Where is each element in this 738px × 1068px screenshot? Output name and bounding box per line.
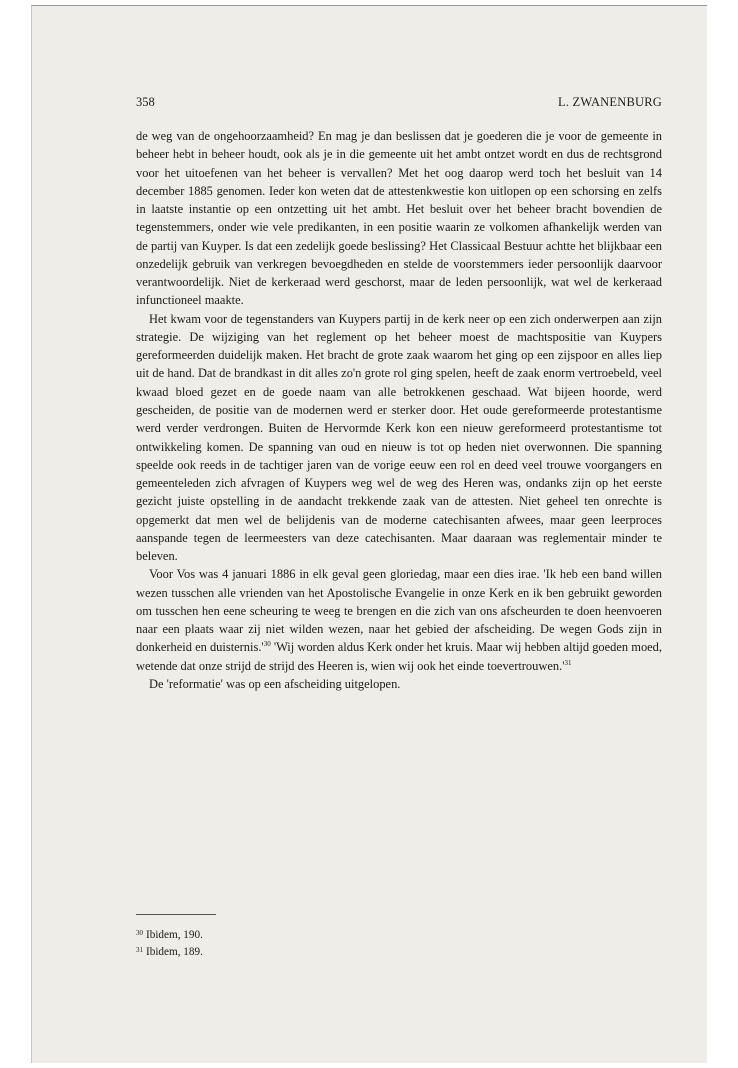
main-text: [136, 127, 662, 693]
page-header: [136, 95, 662, 111]
paragraph-2: Het kwam voor de tegenstanders van Kuypers partij in de kerk neer op een zich onderwerpen aan zijn strategie. De wijziging van het reglement op het beheer moest de machtspositie van Kuypers gereformeerden duidelijk maken. Het bracht de grote zaak waarom het ging op een zijspoor en alles liep uit de hand. Dat de brandkast in dit alles zo'n grote rol ging spelen, heeft de zaak enorm vertroebeld, veel kwaad bloed gezet en de goede naam van alle betrokkenen geschaad. Wat bijeen hoorde, werd gescheiden, de positie van de modernen werd er sterker door. Het oude gereformeerde protestantisme werd verder verdrongen. Buiten de Hervormde Kerk kon een nieuw gereformeerd protestantisme tot ontwikkeling komen. De spanning van oud en nieuw is tot op heden niet overwonnen. Die spanning speelde ook reeds in de tachtiger jaren van de vorige eeuw een rol en deed veel trouwe voorgangers en gemeenteleden zich afvragen of Kuypers weg wel de weg des Heren was, ondanks zijn op het eerste gezicht juiste opstelling in de aandacht trekkende zaak van de attesten. Niet geheel ten onrechte is opgemerkt dat men wel de belijdenis van de moderne catechisanten afwees, maar geen leerproces aanspande tegen de leermeesters van deze catechisanten. Maar daaraan was reglementair minder te beleven.: [136, 311, 662, 564]
footnotes: [136, 926, 203, 960]
footnote-divider: [136, 914, 216, 915]
footnote-item: [136, 943, 203, 960]
paragraph-3: [136, 565, 662, 675]
footnote-ref-31[interactable]: 31: [564, 658, 572, 667]
paragraph-4: De 'reformatie' was op een afscheiding uitgelopen.: [149, 676, 401, 691]
running-head: L. ZWANENBURG: [558, 95, 662, 109]
paragraph-3-part-2: 'Wij worden aldus Kerk onder het kruis. Maar wij hebben altijd goeden moed, wetende dat onze strijd de strijd des Heeren is, wien wij ook het einde toevertrouwen.': [136, 640, 663, 673]
footnote-text: Ibidem, 189.: [146, 946, 203, 958]
footnote-number: 30: [136, 929, 143, 937]
footnote-ref-30[interactable]: 30: [263, 640, 271, 649]
footnote-number: 31: [136, 946, 143, 954]
page-number: 358: [136, 95, 155, 109]
footnote-text: Ibidem, 190.: [146, 929, 203, 941]
paragraph-1: de weg van de ongehoorzaamheid? En mag je dan beslissen dat je goederen die je voor de gemeente in beheer hebt in beheer houdt, ook als je in die gemeente uit het ambt ontzet wordt en dus de rechtsgrond voor het uitoefenen van het beheer is vervallen? Met het oog daarop werd toch het besluit van 14 december 1885 genomen. Ieder kon weten dat de attestenkwestie kon uitlopen op een schorsing en zelfs in laatste instantie op een ontzetting uit het ambt. Het besluit over het beheer bracht bovendien de tegenstemmers, onder wie vele predikanten, in een positie waarin ze volkomen afhankelijk werden van de partij van Kuyper. Is dat een zedelijk goede beslissing? Het Classicaal Bestuur achtte het blijkbaar een onzedelijk gebruik van verkregen bevoegdheden en stelde de voorstemmers ieder persoonlijk daarvoor verantwoordelijk. Niet de kerkeraad werd geschorst, maar de leden persoonlijk, wat wel de kerkeraad infunctioneel maakte.: [136, 129, 662, 308]
footnote-item: [136, 926, 203, 943]
paragraph-3-part-1: Voor Vos was 4 januari 1886 in elk geval geen gloriedag, maar een dies irae. 'Ik heb een band willen wezen tusschen alle vrienden van het Apostolische Evangelie in onze Kerk en ik ben gebruikt geworden om tusschen hen eene scheuring te weeg te brengen en die zich van ons afscheurden te doen heenvoeren naar een plaats waar zij niet wilden wezen, naar het gebied der afscheiding. De wegen Gods zijn in donkerheid en duisternis.': [136, 567, 662, 655]
